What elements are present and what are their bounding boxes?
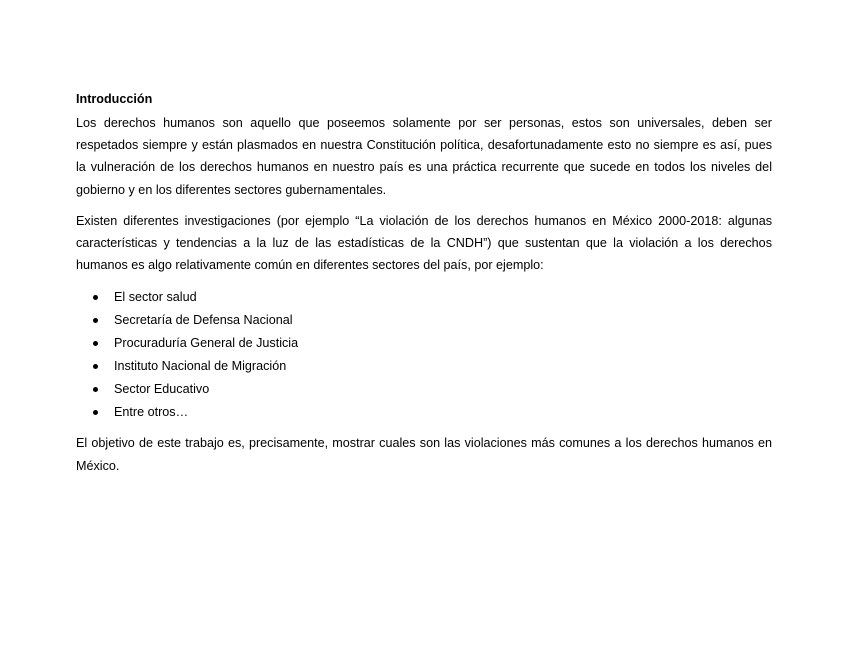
list-item-label: Procuraduría General de Justicia xyxy=(114,336,299,351)
list-item-label: Instituto Nacional de Migración xyxy=(114,359,287,374)
paragraph-intro: Los derechos humanos son aquello que poseemos solamente por ser personas, estos son universales, deben ser respetados siempre y están plasmados en nuestra Constitución política, desafortunadamente esto no siempre es así, pues la vulneración de los derechos humanos en nuestro país es una práctica recurrente que sucede en todos los niveles del gobierno y en los diferentes sectores gubernamentales. xyxy=(76,116,772,197)
list-item-label: Secretaría de Defensa Nacional xyxy=(114,313,293,328)
bullet-icon xyxy=(93,387,98,392)
list-item xyxy=(76,286,772,309)
bullet-icon xyxy=(93,295,98,300)
section-heading: Introducción xyxy=(76,92,153,106)
paragraph-research: Existen diferentes investigaciones (por ejemplo “La violación de los derechos humanos en México 2000-2018: algunas características y tendencias a la luz de las estadísticas de la CNDH”) que sustentan que la violación a los derechos humanos es algo relativamente común en diferentes sectores del país, por ejemplo: xyxy=(76,213,772,273)
paragraph-objective: El objetivo de este trabajo es, precisamente, mostrar cuales son las violaciones más comunes a los derechos humanos en México. xyxy=(76,436,772,473)
list-item xyxy=(76,355,772,378)
sector-list xyxy=(76,286,772,424)
bullet-icon xyxy=(93,410,98,415)
document-body xyxy=(76,90,772,486)
bullet-icon xyxy=(93,341,98,346)
list-item-label: El sector salud xyxy=(114,290,197,305)
bullet-icon xyxy=(93,364,98,369)
list-item-label: Entre otros… xyxy=(114,405,189,420)
list-item xyxy=(76,309,772,332)
list-item xyxy=(76,401,772,424)
list-item xyxy=(76,332,772,355)
bullet-icon xyxy=(93,318,98,323)
list-item xyxy=(76,378,772,401)
list-item-label: Sector Educativo xyxy=(114,382,210,397)
